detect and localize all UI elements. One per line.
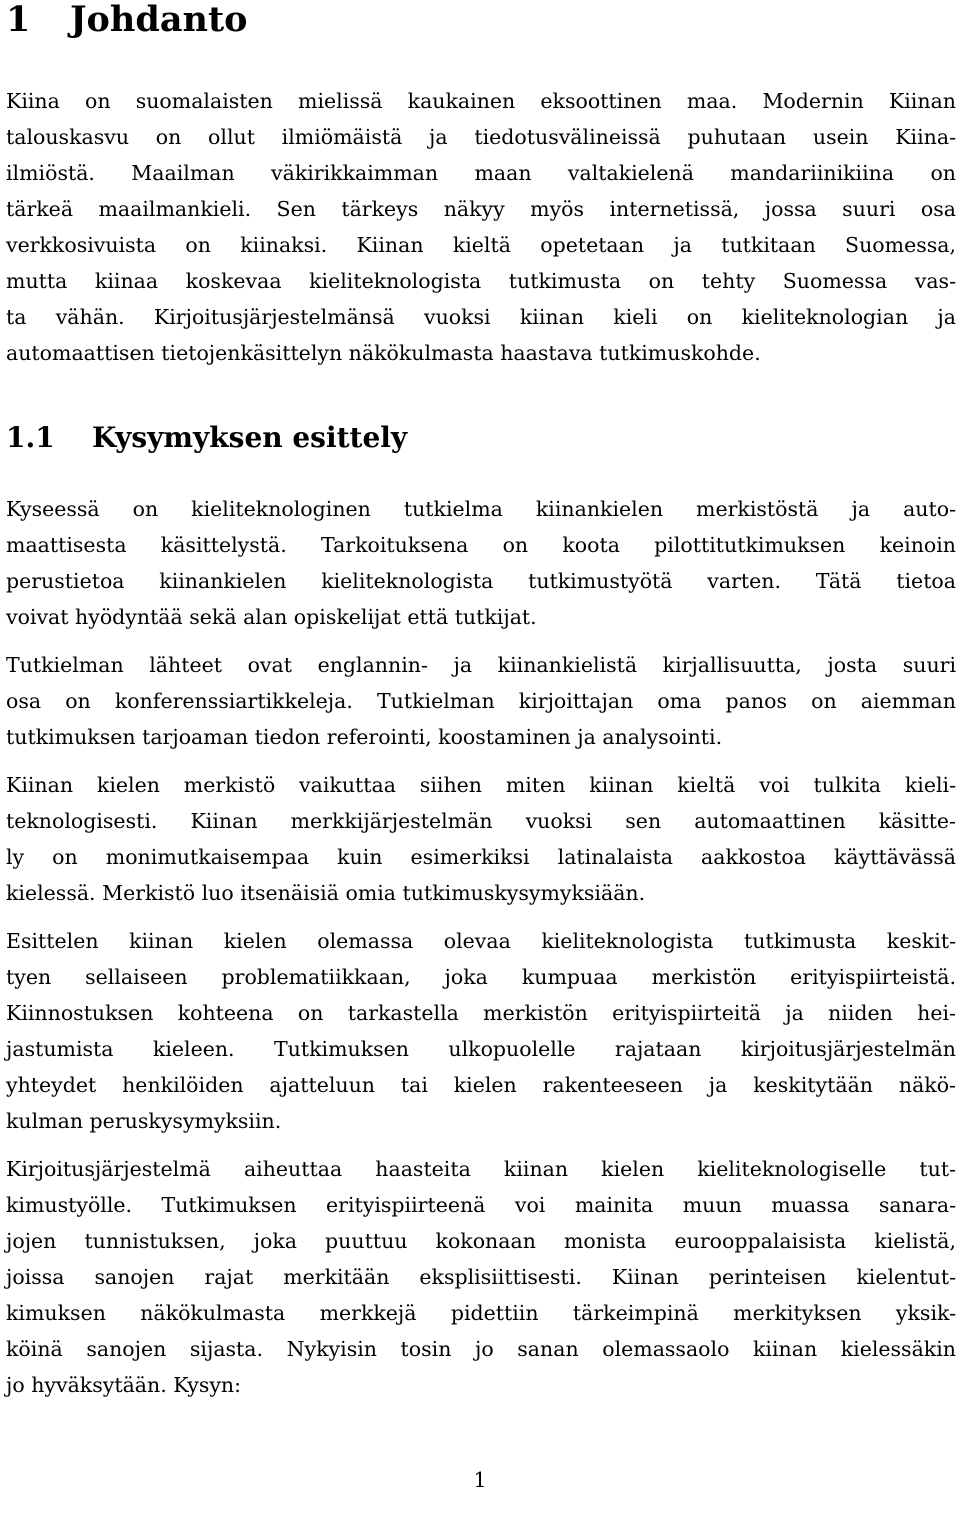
text-line: Kiinnostuksen kohteena on tarkastella merkistön erityispiirteitä ja niiden hei- bbox=[6, 1001, 956, 1025]
text-line: talouskasvu on ollut ilmiömäistä ja tiedotusvälineissä puhutaan usein Kiina- bbox=[6, 125, 956, 149]
body-paragraph bbox=[6, 647, 956, 755]
text-line: voivat hyödyntää sekä alan opiskelijat että tutkijat. bbox=[6, 605, 537, 629]
text-line: jastumista kieleen. Tutkimuksen ulkopuolelle rajataan kirjoitusjärjestelmän bbox=[6, 1037, 956, 1061]
section-title: Kysymyksen esittely bbox=[92, 421, 408, 454]
body-paragraph bbox=[6, 767, 956, 911]
text-line: ly on monimutkaisempaa kuin esimerkiksi latinalaista aakkostoa käyttävässä bbox=[6, 845, 956, 869]
text-line: köinä sanojen sijasta. Nykyisin tosin jo sanan olemassaolo kiinan kielessäkin bbox=[6, 1337, 956, 1361]
text-line: maattisesta käsittelystä. Tarkoituksena on koota pilottitutkimuksen keinoin bbox=[6, 533, 956, 557]
text-line: tyen sellaiseen problematiikkaan, joka kumpuaa merkistön erityispiirteistä. bbox=[6, 965, 956, 989]
chapter-number: 1 bbox=[6, 0, 31, 40]
text-line: Kyseessä on kieliteknologinen tutkielma kiinankielen merkistöstä ja auto- bbox=[6, 497, 956, 521]
text-line: teknologisesti. Kiinan merkkijärjestelmän vuoksi sen automaattinen käsitte- bbox=[6, 809, 956, 833]
text-line: ta vähän. Kirjoitusjärjestelmänsä vuoksi kiinan kieli on kieliteknologian ja bbox=[6, 305, 956, 329]
text-line: joissa sanojen rajat merkitään eksplisiittisesti. Kiinan perinteisen kielentut- bbox=[6, 1265, 956, 1289]
text-line: verkkosivuista on kiinaksi. Kiinan kieltä opetetaan ja tutkitaan Suomessa, bbox=[6, 233, 956, 257]
text-line: automaattisen tietojenkäsittelyn näkökulmasta haastava tutkimuskohde. bbox=[6, 341, 761, 365]
intro-paragraph bbox=[6, 83, 956, 371]
text-line: jo hyväksytään. Kysyn: bbox=[6, 1373, 242, 1397]
text-line: Kirjoitusjärjestelmä aiheuttaa haasteita kiinan kielen kieliteknologiselle tut- bbox=[6, 1157, 956, 1181]
text-line: tärkeä maailmankieli. Sen tärkeys näkyy myös internetissä, jossa suuri osa bbox=[6, 197, 956, 221]
text-line: kimuksen näkökulmasta merkkejä pidettiin tärkeimpinä merkityksen yksik- bbox=[6, 1301, 956, 1325]
text-line: tutkimuksen tarjoaman tiedon referointi, koostaminen ja analysointi. bbox=[6, 725, 723, 749]
chapter-heading bbox=[6, 0, 956, 40]
text-line: Esittelen kiinan kielen olemassa olevaa kieliteknologista tutkimusta keskit- bbox=[6, 929, 956, 953]
text-line: Kiinan kielen merkistö vaikuttaa siihen miten kiinan kieltä voi tulkita kieli- bbox=[6, 773, 956, 797]
text-line: jojen tunnistuksen, joka puuttuu kokonaan monista eurooppalaisista kielistä, bbox=[6, 1229, 956, 1253]
text-line: Tutkielman lähteet ovat englannin- ja kiinankielistä kirjallisuutta, josta suuri bbox=[6, 653, 956, 677]
text-line: Kiina on suomalaisten mielissä kaukainen eksoottinen maa. Modernin Kiinan bbox=[6, 89, 956, 113]
text-line: ilmiöstä. Maailman väkirikkaimman maan valtakielenä mandariinikiina on bbox=[6, 161, 956, 185]
text-line: yhteydet henkilöiden ajatteluun tai kielen rakenteeseen ja keskitytään näkö- bbox=[6, 1073, 956, 1097]
document-page bbox=[6, 0, 956, 1403]
body-paragraph bbox=[6, 491, 956, 635]
text-line: kielessä. Merkistö luo itsenäisiä omia tutkimuskysymyksiään. bbox=[6, 881, 646, 905]
body-paragraph bbox=[6, 923, 956, 1139]
page-number: 1 bbox=[473, 1468, 487, 1492]
section-heading bbox=[6, 421, 956, 455]
text-line: perustietoa kiinankielen kieliteknologista tutkimustyötä varten. Tätä tietoa bbox=[6, 569, 956, 593]
text-line: kulman peruskysymyksiin. bbox=[6, 1109, 282, 1133]
body-paragraph bbox=[6, 1151, 956, 1403]
chapter-title: Johdanto bbox=[70, 0, 248, 40]
text-line: osa on konferenssiartikkeleja. Tutkielman kirjoittajan oma panos on aiemman bbox=[6, 689, 956, 713]
text-line: mutta kiinaa koskevaa kieliteknologista tutkimusta on tehty Suomessa vas- bbox=[6, 269, 956, 293]
text-line: kimustyölle. Tutkimuksen erityispiirteenä voi mainita muun muassa sanara- bbox=[6, 1193, 956, 1217]
section-body bbox=[6, 491, 956, 1403]
section-number: 1.1 bbox=[6, 421, 55, 454]
